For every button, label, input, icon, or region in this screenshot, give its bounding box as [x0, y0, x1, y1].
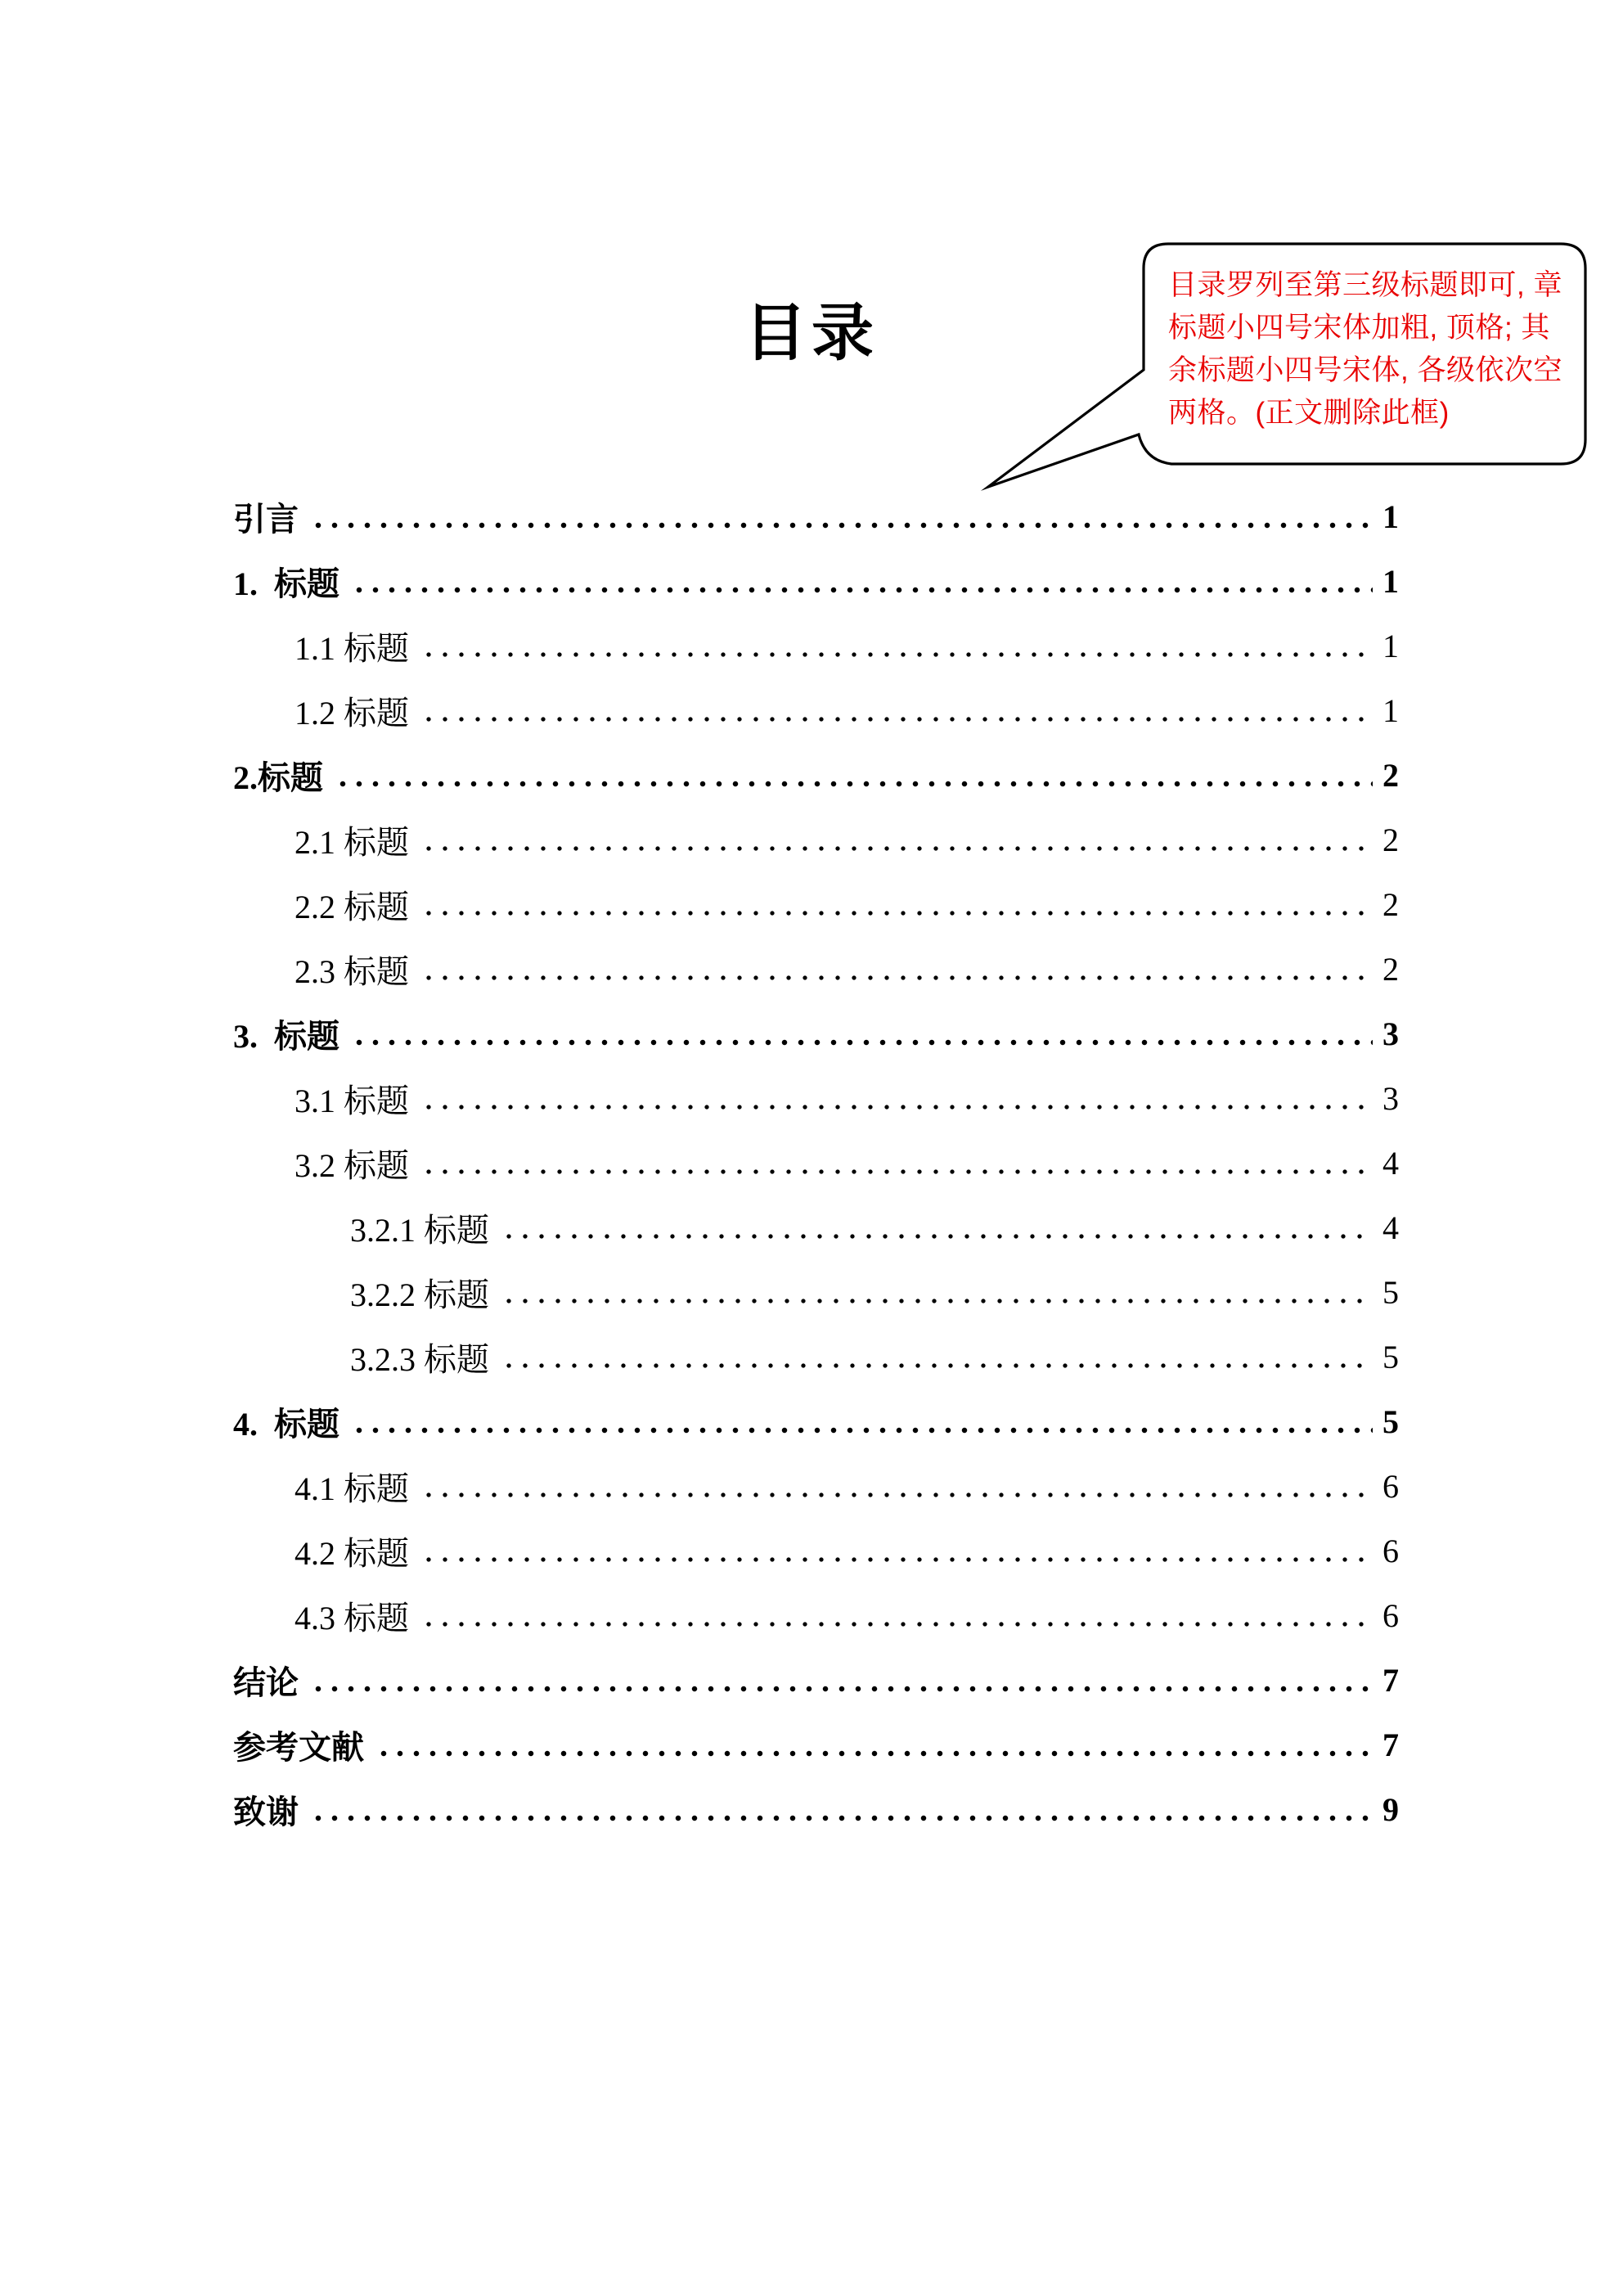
toc-entry[interactable]: [233, 484, 1399, 549]
toc-page-number: 5: [1382, 1339, 1399, 1375]
toc-leader-dots: [420, 974, 1373, 982]
toc-entry-label: 3.2.3 标题: [350, 1341, 489, 1378]
toc-page-number: 1: [1382, 628, 1399, 664]
toc-page-number: 3: [1382, 1015, 1399, 1052]
page-title: 目录: [744, 299, 879, 368]
toc-leader-dots: [310, 521, 1373, 529]
toc-entry[interactable]: [233, 1648, 1399, 1713]
toc-entry-label: 3.2.2 标题: [350, 1276, 489, 1313]
callout-line: 两格。(正文删除此框): [1168, 397, 1450, 429]
toc-page-number: 1: [1382, 563, 1399, 600]
toc-entry-label: 2.标题: [233, 759, 323, 796]
toc-entry-label: 3. 标题: [233, 1018, 339, 1055]
toc-entry[interactable]: [233, 937, 1399, 1002]
toc-entry-label: 4.3 标题: [294, 1600, 409, 1636]
toc-entry-label: 1.2 标题: [294, 695, 409, 732]
callout-line: 标题小四号宋体加粗, 顶格; 其: [1168, 312, 1550, 344]
toc-page-number: 6: [1382, 1597, 1399, 1634]
toc-page-number: 1: [1382, 498, 1399, 535]
toc-entry-label: 结论: [233, 1664, 299, 1701]
toc-entry-label: 3.1 标题: [294, 1083, 409, 1119]
toc-leader-dots: [420, 715, 1373, 723]
toc-entry-label: 4.2 标题: [294, 1535, 409, 1572]
toc-entry-label: 2.2 标题: [294, 889, 409, 925]
toc-entry[interactable]: [233, 1195, 1399, 1260]
toc-entry[interactable]: [233, 1519, 1399, 1583]
toc-leader-dots: [420, 909, 1373, 917]
toc-leader-dots: [501, 1297, 1373, 1305]
toc-entry-label: 2.1 标题: [294, 824, 409, 861]
toc-entry[interactable]: [233, 872, 1399, 937]
toc-leader-dots: [351, 586, 1373, 594]
toc-entry[interactable]: [233, 1325, 1399, 1389]
toc-entry-label: 1. 标题: [233, 565, 339, 602]
toc-page-number: 1: [1382, 692, 1399, 729]
toc-entry-label: 3.2.1 标题: [350, 1212, 489, 1249]
toc-page-number: 4: [1382, 1209, 1399, 1246]
toc-entry-label: 2.3 标题: [294, 953, 409, 990]
toc-page-number: 9: [1382, 1791, 1399, 1828]
toc-leader-dots: [351, 1038, 1373, 1047]
toc-page-number: 2: [1382, 951, 1399, 988]
toc-entry[interactable]: [233, 743, 1399, 808]
toc-entry-label: 致谢: [233, 1794, 299, 1830]
toc-entry[interactable]: [233, 614, 1399, 678]
toc-leader-dots: [501, 1362, 1373, 1370]
toc-leader-dots: [420, 651, 1373, 659]
toc-entry-label: 引言: [233, 501, 299, 538]
toc-entry[interactable]: [233, 1131, 1399, 1195]
toc-leader-dots: [420, 844, 1373, 853]
toc-entry[interactable]: [233, 808, 1399, 872]
toc-page-number: 5: [1382, 1274, 1399, 1311]
toc-leader-dots: [351, 1426, 1373, 1434]
toc-entry[interactable]: [233, 1777, 1399, 1842]
toc-leader-dots: [375, 1749, 1373, 1758]
toc-leader-dots: [420, 1555, 1373, 1564]
toc-leader-dots: [335, 780, 1373, 788]
toc-entry[interactable]: [233, 678, 1399, 743]
callout-line: 余标题小四号宋体, 各级依次空: [1168, 354, 1562, 386]
toc-entry-label: 4.1 标题: [294, 1470, 409, 1507]
toc-leader-dots: [420, 1168, 1373, 1176]
toc-leader-dots: [310, 1814, 1373, 1822]
toc-page-number: 4: [1382, 1145, 1399, 1182]
toc-entry[interactable]: [233, 1454, 1399, 1519]
toc-entry[interactable]: [233, 1389, 1399, 1454]
toc-list: [233, 484, 1399, 1842]
toc-entry-label: 3.2 标题: [294, 1147, 409, 1184]
toc-page-number: 5: [1382, 1403, 1399, 1440]
toc-entry[interactable]: [233, 1713, 1399, 1777]
toc-page-number: 2: [1382, 822, 1399, 858]
toc-page-number: 6: [1382, 1468, 1399, 1505]
toc-page-number: 7: [1382, 1727, 1399, 1763]
toc-page-number: 6: [1382, 1533, 1399, 1569]
toc-entry-label: 1.1 标题: [294, 630, 409, 667]
toc-entry[interactable]: [233, 549, 1399, 614]
toc-leader-dots: [501, 1232, 1373, 1240]
toc-entry-label: 参考文献: [233, 1729, 364, 1766]
toc-entry-label: 4. 标题: [233, 1406, 339, 1443]
toc-page-number: 2: [1382, 757, 1399, 794]
toc-entry[interactable]: [233, 1583, 1399, 1648]
toc-leader-dots: [420, 1491, 1373, 1499]
toc-page-number: 2: [1382, 886, 1399, 923]
toc-leader-dots: [310, 1685, 1373, 1693]
toc-leader-dots: [420, 1103, 1373, 1111]
toc-entry[interactable]: [233, 1260, 1399, 1325]
toc-entry[interactable]: [233, 1002, 1399, 1066]
callout-note-text[interactable]: [1168, 264, 1584, 434]
toc-page-number: 7: [1382, 1662, 1399, 1699]
toc-page-number: 3: [1382, 1080, 1399, 1117]
callout-line: 目录罗列至第三级标题即可, 章: [1168, 269, 1562, 301]
toc-entry[interactable]: [233, 1066, 1399, 1131]
toc-leader-dots: [420, 1620, 1373, 1628]
